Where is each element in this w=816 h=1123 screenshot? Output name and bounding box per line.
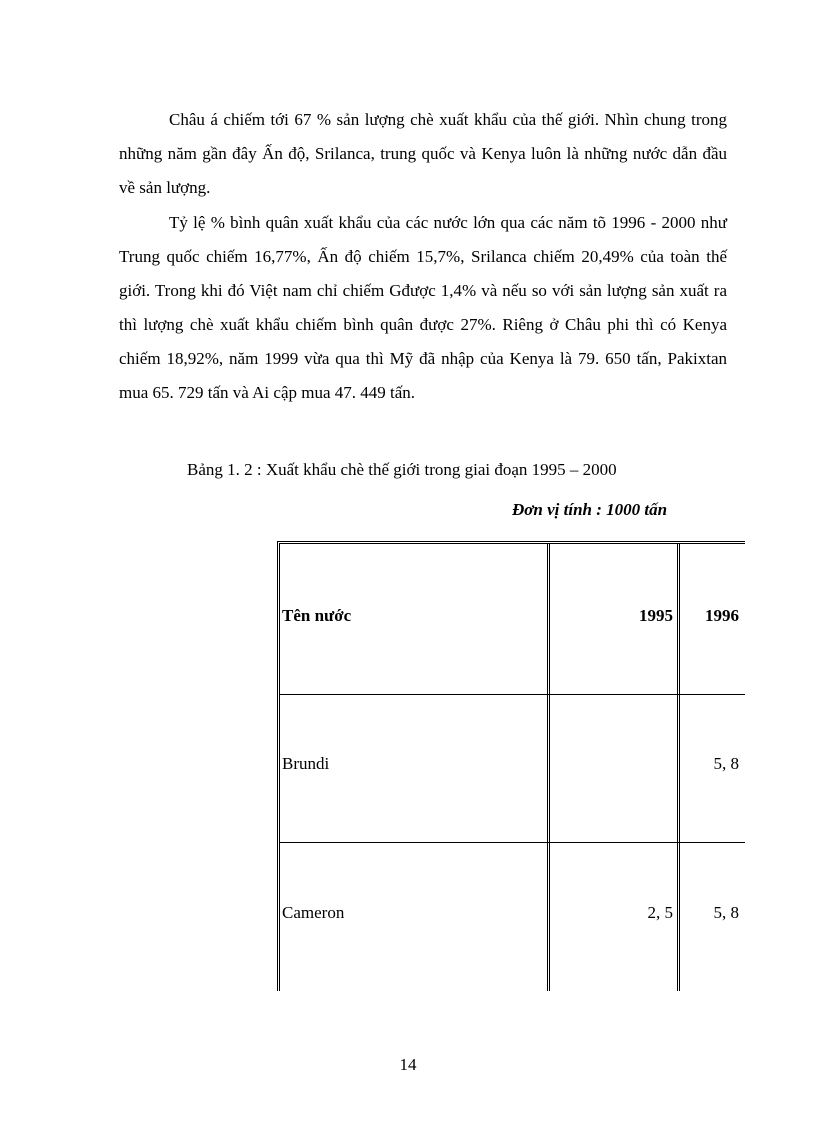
paragraph: Châu á chiếm tới 67 % sản lượng chè xuất khẩu của thế giới. Nhìn chung trong những năm gần đây Ấn độ, Srilanca, trung quốc và Kenya luôn là những nước dẫn đầu về sản lượng.: [119, 110, 727, 197]
header-1995: 1995: [639, 606, 673, 625]
header-country: Tên nước: [282, 606, 352, 625]
export-table: [277, 541, 745, 991]
column-divider: [677, 544, 680, 991]
table-cell: 5, 8: [713, 903, 739, 922]
header-1996: 1996: [705, 606, 739, 625]
paragraph: Tỷ lệ % bình quân xuất khẩu của các nước lớn qua các năm tõ 1996 - 2000 như Trung quốc chiếm 16,77%, Ấn độ chiếm 15,7%, Srilanca chiếm 20,49% của toàn thế giới. Trong khi đó Việt nam chỉ chiếm Gđược 1,4% và nếu so với sản lượng sản xuất ra thì lượng chè xuất khẩu chiếm bình quân được 27%. Riêng ở Châu phi thì có Kenya chiếm 18,92%, năm 1999 vừa qua thì Mỹ đã nhập của Kenya là 79. 650 tấn, Pakixtan mua 65. 729 tấn và Ai cập mua 47. 449 tấn.: [119, 213, 727, 402]
row-divider: [280, 694, 745, 695]
page-number: 14: [399, 1055, 417, 1074]
unit-label: Đơn vị tính : 1000 tấn: [512, 500, 668, 519]
row-divider: [280, 842, 745, 843]
table-cell: 2, 5: [647, 903, 673, 922]
table-caption: Bảng 1. 2 : Xuất khẩu chè thế giới trong giai đoạn 1995 – 2000: [187, 460, 617, 479]
column-divider: [547, 544, 550, 991]
table-cell: Cameron: [282, 903, 345, 922]
table-cell: Brundi: [282, 754, 330, 773]
table-cell: 5, 8: [713, 754, 739, 773]
